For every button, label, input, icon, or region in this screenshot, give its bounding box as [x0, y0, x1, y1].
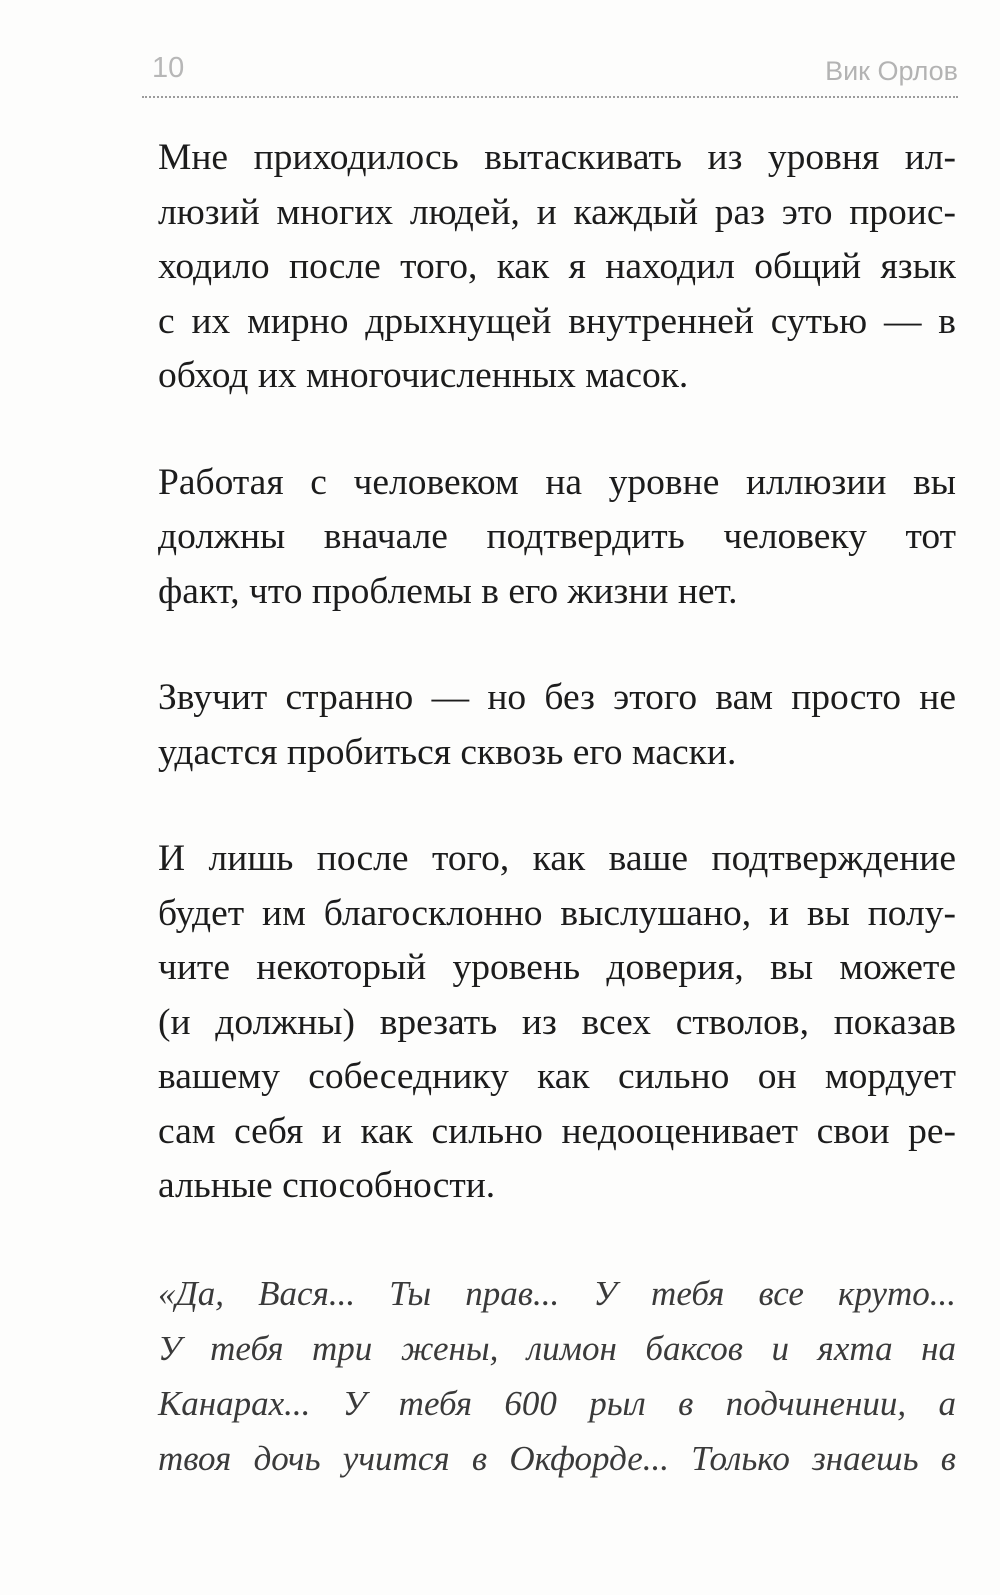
text-line: И лишь после того, как ваше подтверждение — [158, 838, 956, 879]
paragraph-2 — [158, 456, 956, 620]
text-line: должны вначале подтвердить человеку тот — [158, 516, 956, 557]
quote-line: твоя дочь учится в Окфорде... Только знаешь в — [158, 1438, 956, 1478]
text-line: факт, что проблемы в его жизни нет. — [158, 570, 738, 612]
text-line: люзий многих людей, и каждый раз это проис- — [158, 191, 956, 233]
text-line: Работая с человеком на уровне иллюзии вы — [158, 461, 956, 503]
text-line: будет им благосклонно выслушано, и вы полу- — [158, 892, 956, 934]
paragraph-4 — [158, 832, 956, 1214]
text-line: ходило после того, как я находил общий язык — [158, 246, 956, 287]
quote-line: У тебя три жены, лимон баксов и яхта на — [158, 1328, 956, 1368]
text-line: обход их многочисленных масок. — [158, 355, 689, 396]
text-line: с их мирно дрыхнущей внутренней сутью — в — [158, 300, 956, 342]
paragraph-3 — [158, 671, 956, 780]
italic-quote — [158, 1266, 956, 1486]
text-line: альные способности. — [158, 1165, 496, 1206]
text-line: удастся пробиться сквозь его маски. — [158, 731, 737, 773]
quote-line: «Да, Вася... Ты прав... У тебя все круто... — [158, 1273, 956, 1313]
text-line: сам себя и как сильно недооценивает свои ре- — [158, 1110, 956, 1152]
header-divider — [142, 96, 958, 98]
page-number: 10 — [152, 52, 185, 84]
paragraph-1 — [158, 131, 956, 404]
text-line: Звучит странно — но без этого вам просто не — [158, 677, 956, 718]
text-line: вашему собеседнику как сильно он мордует — [158, 1056, 956, 1097]
author-name: Вик Орлов — [825, 56, 958, 86]
quote-line: Канарах... У тебя 600 рыл в подчинении, а — [158, 1383, 956, 1423]
running-header — [152, 52, 958, 90]
text-line: Мне приходилось вытаскивать из уровня ил- — [158, 137, 956, 178]
page-body — [158, 131, 956, 1538]
text-line: (и должны) врезать из всех стволов, показав — [158, 1001, 956, 1043]
text-line: чите некоторый уровень доверия, вы можете — [158, 947, 956, 988]
